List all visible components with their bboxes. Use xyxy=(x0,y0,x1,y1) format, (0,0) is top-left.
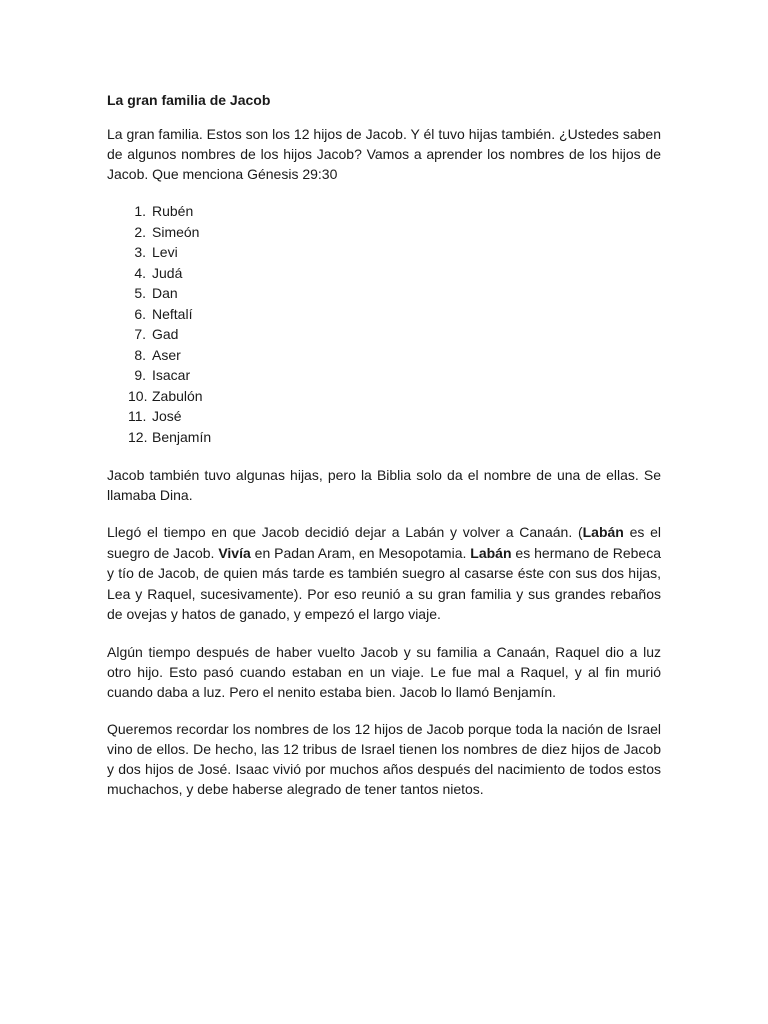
list-item-name: Zabulón xyxy=(152,387,203,404)
list-item-name: Neftalí xyxy=(152,305,193,322)
list-item xyxy=(107,386,661,407)
list-item xyxy=(107,324,661,345)
list-item xyxy=(107,427,661,448)
list-number: 2. xyxy=(134,223,146,240)
laban-text-4: es hermano de Rebeca y tío de Jacob, de quien más tarde es también suegro al casarse éste con sus dos hijas, Lea y Raquel, sucesivamente). Por eso reunió a su gran familia y sus grandes rebaños de ovejas y hatos de ganado, y empezó el largo viaje. xyxy=(107,544,661,623)
sons-list xyxy=(107,201,661,447)
list-number: 4. xyxy=(134,264,146,281)
list-item xyxy=(107,222,661,243)
list-item xyxy=(107,365,661,386)
list-item xyxy=(107,345,661,366)
laban-bold-1: Labán xyxy=(582,524,624,540)
list-item xyxy=(107,201,661,222)
laban-paragraph xyxy=(107,522,661,625)
list-item-name: Benjamín xyxy=(152,428,212,445)
list-item-name: Dan xyxy=(152,285,178,301)
list-number: 10. xyxy=(128,387,148,404)
list-number: 8. xyxy=(134,346,146,363)
laban-text-3: en Padan Aram, en Mesopotamia. xyxy=(250,544,471,561)
list-item-name: Gad xyxy=(152,326,179,342)
list-item xyxy=(107,263,661,284)
list-number: 7. xyxy=(134,326,146,342)
list-item xyxy=(107,304,661,325)
intro-paragraph: La gran familia. Estos son los 12 hijos de Jacob. Y él tuvo hijas también. ¿Ustedes saben de algunos nombres de los hijos Jacob? Vamos a aprender los nombres de los hijos de Jacob. Que menciona Génesis 29:30 xyxy=(107,126,661,182)
list-number: 12. xyxy=(128,428,148,445)
closing-paragraph: Queremos recordar los nombres de los 12 hijos de Jacob porque toda la nación de Israel vino de ellos. De hecho, las 12 tribus de Israel tienen los nombres de diez hijos de Jacob y dos hijos de José. Isaac vivió por muchos años después del nacimiento de todos estos muchachos, y debe haberse alegrado de tener tantos nietos. xyxy=(107,720,661,797)
list-number: 3. xyxy=(134,244,146,260)
list-item-name: Levi xyxy=(152,244,178,260)
list-item xyxy=(107,406,661,427)
list-item-name: Judá xyxy=(152,264,183,281)
daughters-paragraph: Jacob también tuvo algunas hijas, pero la Biblia solo da el nombre de una de ellas. Se llamaba Dina. xyxy=(107,467,661,503)
document-page xyxy=(107,90,661,816)
list-number: 1. xyxy=(134,203,146,219)
list-item-name: Isacar xyxy=(152,367,191,383)
list-number: 5. xyxy=(134,285,146,301)
list-number: 6. xyxy=(134,305,146,322)
list-item-name: Rubén xyxy=(152,203,194,219)
list-number: 11. xyxy=(128,408,147,424)
benjamin-paragraph: Algún tiempo después de haber vuelto Jacob y su familia a Canaán, Raquel dio a luz otro hijo. Esto pasó cuando estaban en un viaje. Le fue mal a Raquel, y al fin murió cuando daba a luz. Pero el nenito estaba bien. Jacob lo llamó Benjamín. xyxy=(107,643,661,700)
list-item xyxy=(107,242,661,263)
laban-bold-3: Labán xyxy=(470,544,512,561)
list-item-name: Simeón xyxy=(152,223,200,240)
list-number: 9. xyxy=(134,367,146,383)
laban-text-1: Llegó el tiempo en que Jacob decidió dejar a Labán y volver a Canaán. ( xyxy=(107,524,583,540)
laban-bold-2: Vivía xyxy=(218,544,251,561)
list-item-name: José xyxy=(152,408,182,424)
document-title: La gran familia de Jacob xyxy=(107,92,271,108)
laban-text-2: es el suegro de Jacob. xyxy=(107,524,662,561)
list-item-name: Aser xyxy=(152,346,181,363)
list-item xyxy=(107,283,661,304)
